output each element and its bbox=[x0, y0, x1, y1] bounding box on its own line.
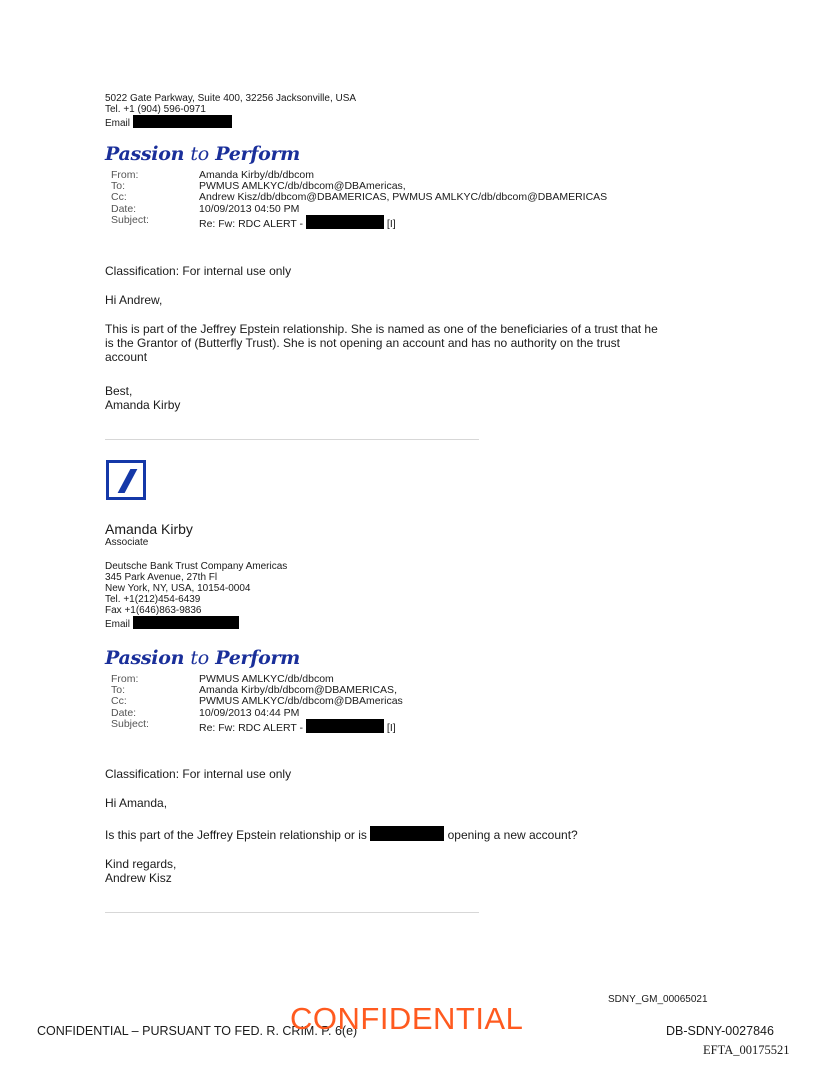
to-label: To: bbox=[111, 180, 126, 193]
top-address-tel: Tel. +1 (904) 596-0971 bbox=[105, 104, 206, 115]
subject-suffix: [I] bbox=[386, 721, 396, 734]
subject-suffix: [I] bbox=[386, 217, 396, 230]
to-value: PWMUS AMLKYC/db/dbcom@DBAmericas, bbox=[199, 180, 406, 193]
email-header-table bbox=[111, 674, 403, 734]
signoff-line: Kind regards, bbox=[105, 857, 177, 871]
subject-label: Subject: bbox=[111, 717, 149, 730]
email-greeting: Hi Amanda, bbox=[105, 796, 168, 810]
from-label: From: bbox=[111, 673, 139, 685]
date-label: Date: bbox=[111, 202, 137, 215]
signoff-name: Amanda Kirby bbox=[105, 398, 181, 412]
email-subject-row bbox=[111, 215, 607, 230]
signature-fax: Fax +1(646)863-9836 bbox=[105, 605, 202, 616]
passion-to-perform-tagline bbox=[105, 647, 300, 669]
signature-tel: Tel. +1(212)454-6439 bbox=[105, 594, 201, 605]
redaction-box bbox=[133, 115, 232, 128]
signoff-name: Andrew Kisz bbox=[105, 871, 172, 885]
tagline-word: Perform bbox=[215, 647, 300, 669]
from-value: Amanda Kirby/db/dbcom bbox=[199, 169, 314, 181]
signature-address-block bbox=[105, 561, 287, 630]
signature-name: Amanda Kirby bbox=[105, 521, 193, 537]
email-signoff bbox=[105, 384, 180, 412]
subject-text: Re: Fw: RDC ALERT - bbox=[199, 721, 304, 734]
redaction-box bbox=[306, 215, 384, 229]
signature-title: Associate bbox=[105, 537, 149, 548]
subject-label: Subject: bbox=[111, 213, 149, 226]
email-signoff bbox=[105, 857, 176, 885]
cc-value: Andrew Kisz/db/dbcom@DBAMERICAS, PWMUS AMLKYC/db/dbcom@DBAMERICAS bbox=[199, 191, 608, 204]
email-classification: Classification: For internal use only bbox=[105, 264, 292, 278]
date-value: 10/09/2013 04:50 PM bbox=[199, 202, 300, 215]
paragraph-line: This is part of the Jeffrey Epstein relationship. She is named as one of the beneficiaries of a trust that he bbox=[105, 322, 658, 336]
tagline-word: Passion bbox=[105, 143, 185, 165]
question-text: opening a new account? bbox=[447, 828, 578, 842]
email-greeting: Hi Andrew, bbox=[105, 293, 163, 307]
top-address-block bbox=[105, 93, 356, 129]
paragraph-line: account bbox=[105, 350, 148, 364]
subject-text: Re: Fw: RDC ALERT - bbox=[199, 217, 304, 230]
email-cc-row bbox=[111, 192, 607, 203]
bates-number-db: DB-SDNY-0027846 bbox=[666, 1024, 774, 1038]
from-label: From: bbox=[111, 169, 139, 181]
to-value: Amanda Kirby/db/dbcom@DBAMERICAS, bbox=[199, 684, 397, 697]
top-address-email-label: Email bbox=[105, 118, 131, 129]
tagline-word: to bbox=[190, 143, 209, 165]
passion-to-perform-tagline bbox=[105, 143, 300, 165]
date-value: 10/09/2013 04:44 PM bbox=[199, 706, 300, 719]
efta-number: EFTA_00175521 bbox=[703, 1043, 790, 1057]
subject-value bbox=[199, 215, 607, 230]
deutsche-bank-logo-icon bbox=[106, 460, 146, 500]
paragraph-line: is the Grantor of (Butterfly Trust). She is not opening an account and has no authority on the trust bbox=[105, 336, 620, 350]
tagline-word: Perform bbox=[215, 143, 300, 165]
redaction-box bbox=[370, 826, 444, 841]
section-divider bbox=[105, 912, 479, 913]
redaction-box bbox=[133, 616, 239, 629]
confidential-notice: CONFIDENTIAL – PURSUANT TO FED. R. CRIM. P. 6(e) bbox=[37, 1024, 358, 1038]
to-label: To: bbox=[111, 684, 126, 697]
section-divider bbox=[105, 439, 479, 440]
email-cc-row bbox=[111, 696, 403, 707]
date-label: Date: bbox=[111, 706, 137, 719]
question-text: Is this part of the Jeffrey Epstein relationship or is bbox=[105, 828, 367, 842]
email-classification: Classification: For internal use only bbox=[105, 767, 292, 781]
tagline-word: to bbox=[190, 647, 209, 669]
email-date-row bbox=[111, 204, 607, 215]
email-body-question bbox=[105, 826, 578, 842]
tagline-word: Passion bbox=[105, 647, 185, 669]
cc-value: PWMUS AMLKYC/db/dbcom@DBAmericas bbox=[199, 695, 403, 708]
signature-city: New York, NY, USA, 10154-0004 bbox=[105, 583, 251, 594]
cc-label: Cc: bbox=[111, 695, 127, 708]
redaction-box bbox=[306, 719, 384, 733]
email-body-paragraph bbox=[105, 322, 658, 364]
confidential-stamp: CONFIDENTIAL bbox=[290, 1001, 524, 1036]
signature-email-label: Email bbox=[105, 619, 131, 630]
email-date-row bbox=[111, 708, 403, 719]
bates-number-gm: SDNY_GM_00065021 bbox=[608, 994, 708, 1005]
signature-street: 345 Park Avenue, 27th Fl bbox=[105, 572, 218, 583]
subject-value bbox=[199, 719, 403, 734]
top-address-line: 5022 Gate Parkway, Suite 400, 32256 Jacksonville, USA bbox=[105, 93, 357, 104]
signoff-line: Best, bbox=[105, 384, 133, 398]
top-address-email-row bbox=[105, 115, 356, 129]
cc-label: Cc: bbox=[111, 191, 127, 204]
signature-company: Deutsche Bank Trust Company Americas bbox=[105, 561, 288, 572]
email-subject-row bbox=[111, 719, 403, 734]
signature-email-row bbox=[105, 616, 287, 630]
email-header-table bbox=[111, 170, 607, 230]
from-value: PWMUS AMLKYC/db/dbcom bbox=[199, 673, 334, 685]
